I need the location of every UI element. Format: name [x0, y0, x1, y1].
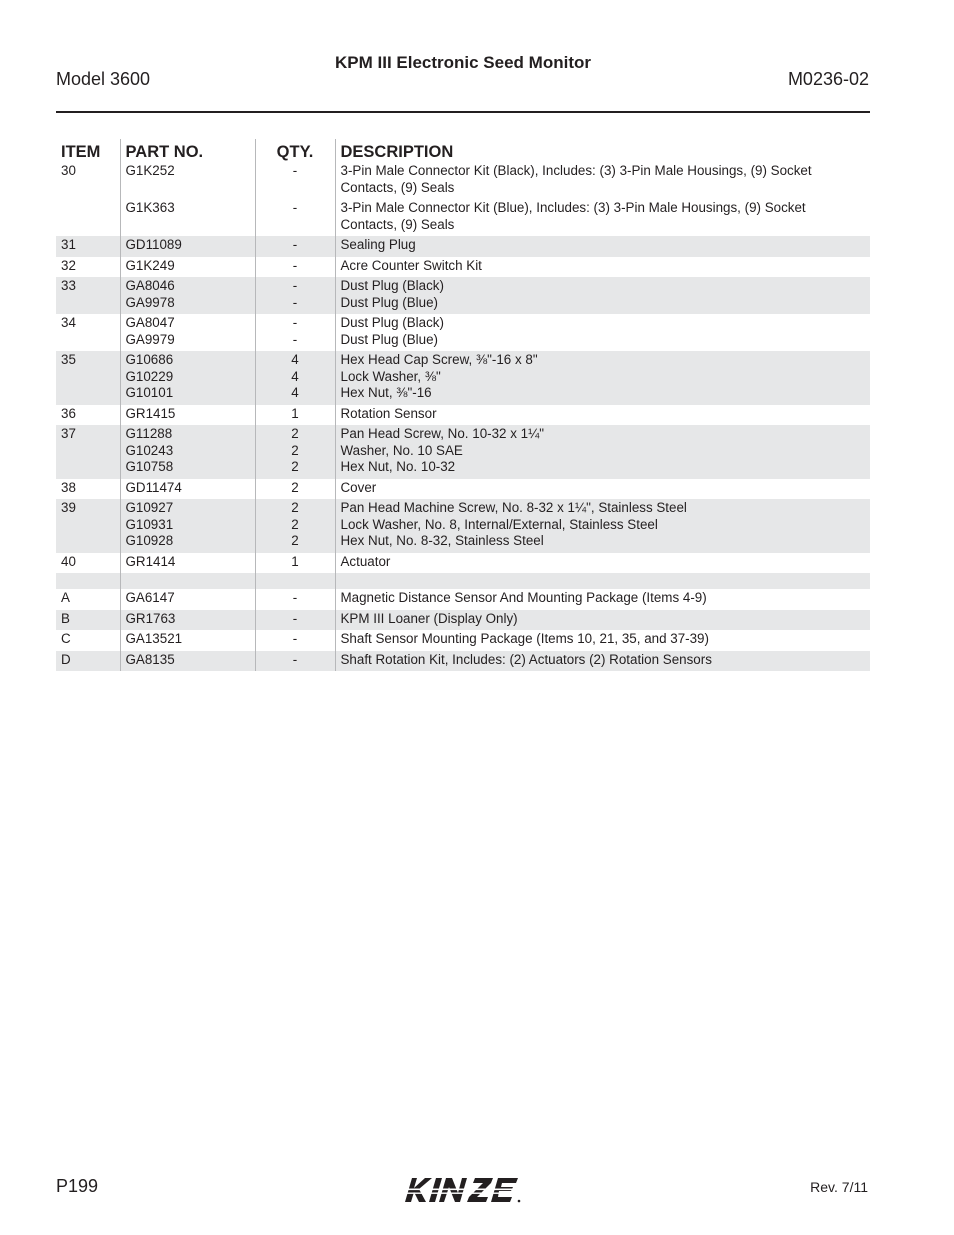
qty-cell [255, 257, 335, 278]
description-cell [335, 499, 870, 553]
description-cell [335, 589, 870, 610]
table-row [56, 199, 870, 236]
part-number: GA9978 [125, 294, 175, 310]
description-text: Hex Head Cap Screw, ⅜"-16 x 8" [340, 352, 538, 367]
description-text: 3-Pin Male Connector Kit (Blue), Includes: (3) 3-Pin Male Housings, (9) Socket Contacts, (9) Seals [340, 200, 806, 232]
quantity: 1 [291, 405, 299, 421]
description-text: Pan Head Machine Screw, No. 8-32 x 1¼", Stainless Steel [340, 500, 687, 515]
description-text: Dust Plug (Black) [340, 278, 444, 293]
item-cell [56, 199, 120, 236]
description-text: Rotation Sensor [340, 405, 437, 421]
description-text: Dust Plug (Black) [340, 315, 444, 330]
part-number: GA9979 [125, 331, 175, 347]
description-text: Hex Nut, No. 8-32, Stainless Steel [340, 533, 544, 548]
qty-cell [255, 651, 335, 672]
qty-cell [255, 630, 335, 651]
qty-cell [255, 277, 335, 314]
quantity: - [292, 651, 298, 667]
table-row [56, 405, 870, 426]
part-number: G1K363 [125, 200, 175, 215]
column-header-description: DESCRIPTION [335, 139, 870, 162]
page-title: KPM III Electronic Seed Monitor [335, 53, 591, 72]
qty-cell [255, 499, 335, 553]
qty-cell [255, 553, 335, 574]
part-number: G10229 [125, 368, 174, 384]
part-number: G10928 [125, 533, 174, 548]
part-no-cell [120, 314, 255, 351]
description-cell [335, 573, 870, 589]
part-number: G1K252 [125, 163, 175, 178]
quantity: 2 [291, 459, 299, 474]
column-header-item: ITEM [61, 143, 101, 161]
item-cell: 36 [61, 405, 76, 421]
description-cell [335, 651, 870, 672]
part-no-cell [120, 589, 255, 610]
part-number: GR1415 [125, 405, 176, 421]
quantity: 4 [291, 385, 299, 400]
part-number: GA8047 [125, 315, 175, 330]
item-cell: 40 [61, 553, 76, 569]
part-number: G10927 [125, 500, 174, 515]
part-number: GA8046 [125, 278, 175, 293]
quantity: 2 [291, 500, 299, 515]
description-cell [335, 351, 870, 405]
part-number: GR1414 [125, 553, 176, 569]
quantity: - [292, 315, 298, 330]
description-text: Lock Washer, ⅜" [340, 368, 441, 384]
part-number: G10101 [125, 385, 174, 400]
description-text: Hex Nut, ⅜"-16 [340, 385, 432, 400]
part-no-cell [120, 257, 255, 278]
qty-cell [255, 479, 335, 500]
description-text: Dust Plug (Blue) [340, 294, 438, 310]
quantity: - [292, 200, 298, 215]
table-row [56, 277, 870, 314]
qty-cell [255, 610, 335, 631]
item-cell: 33 [56, 277, 120, 314]
description-text: Dust Plug (Blue) [340, 331, 438, 347]
table-row [56, 589, 870, 610]
qty-cell [255, 199, 335, 236]
description-cell [335, 553, 870, 574]
part-number: G10243 [125, 442, 174, 458]
description-text: Acre Counter Switch Kit [340, 257, 482, 273]
quantity: 4 [291, 368, 299, 384]
description-text: Sealing Plug [340, 237, 416, 252]
item-cell: C [61, 631, 71, 646]
table-row [56, 479, 870, 500]
model-label: Model 3600 [56, 69, 151, 89]
qty-cell [255, 351, 335, 405]
table-row [56, 314, 870, 351]
part-number: GA13521 [125, 631, 183, 646]
description-text: Lock Washer, No. 8, Internal/External, Stainless Steel [340, 516, 658, 532]
item-cell: 35 [56, 351, 120, 405]
part-no-cell [120, 277, 255, 314]
table-row [56, 651, 870, 672]
qty-cell [255, 405, 335, 426]
qty-cell [255, 236, 335, 257]
part-no-cell [120, 479, 255, 500]
table-row [56, 553, 870, 574]
table-row [56, 610, 870, 631]
table-spacer-row [56, 573, 870, 589]
quantity: - [292, 257, 298, 273]
description-cell [335, 314, 870, 351]
item-cell: D [56, 651, 120, 672]
page-number: P199 [56, 1176, 99, 1196]
description-text: Cover [340, 479, 377, 495]
quantity: - [292, 331, 298, 347]
part-no-cell [120, 425, 255, 479]
part-no-cell [120, 499, 255, 553]
part-number: GD11474 [125, 479, 182, 495]
quantity: - [292, 631, 298, 646]
qty-cell [255, 162, 335, 199]
part-number: GD11089 [125, 237, 182, 252]
qty-cell [255, 589, 335, 610]
part-no-cell [120, 610, 255, 631]
qty-cell [255, 573, 335, 589]
description-cell [335, 405, 870, 426]
part-no-cell [120, 351, 255, 405]
qty-cell [255, 425, 335, 479]
quantity: - [292, 237, 298, 252]
quantity: - [292, 294, 298, 310]
description-text: Shaft Sensor Mounting Package (Items 10, 21, 35, and 37-39) [340, 631, 709, 646]
qty-cell [255, 314, 335, 351]
part-number: GA6147 [125, 590, 175, 605]
description-text: Hex Nut, No. 10-32 [340, 459, 456, 474]
quantity: 2 [291, 479, 299, 495]
table-header-row [56, 139, 870, 162]
table-row [56, 162, 870, 199]
description-cell [335, 162, 870, 199]
quantity: - [292, 278, 298, 293]
item-cell [56, 573, 120, 589]
part-no-cell [120, 573, 255, 589]
description-cell [335, 236, 870, 257]
part-no-cell [120, 651, 255, 672]
item-cell: B [56, 610, 120, 631]
item-cell: 32 [61, 257, 76, 273]
part-number: G10758 [125, 459, 174, 474]
table-row [56, 425, 870, 479]
part-number: G11288 [125, 426, 173, 441]
description-cell [335, 610, 870, 631]
quantity: 4 [291, 352, 299, 367]
quantity: - [292, 590, 298, 605]
table-row [56, 257, 870, 278]
description-cell [335, 630, 870, 651]
description-cell [335, 425, 870, 479]
description-text: KPM III Loaner (Display Only) [340, 610, 518, 626]
revision-date: Rev. 7/11 [810, 1179, 868, 1195]
description-cell [335, 479, 870, 500]
description-text: Shaft Rotation Kit, Includes: (2) Actuators (2) Rotation Sensors [340, 651, 712, 667]
column-header-qty: QTY. [255, 139, 335, 162]
parts-table-body [56, 162, 870, 671]
item-cell: 30 [61, 163, 76, 178]
parts-table [56, 139, 870, 671]
column-header-part-no: PART NO. [120, 139, 255, 162]
quantity: 2 [291, 533, 299, 548]
header-rule [56, 111, 870, 113]
part-no-cell [120, 630, 255, 651]
item-cell: 37 [56, 425, 120, 479]
quantity: - [292, 163, 298, 178]
item-cell: 38 [61, 479, 76, 495]
document-number: M0236-02 [787, 69, 869, 89]
description-cell [335, 257, 870, 278]
quantity: 1 [291, 553, 299, 569]
part-number: G10931 [125, 516, 174, 532]
quantity: 2 [291, 442, 299, 458]
quantity: 2 [291, 426, 299, 441]
description-cell [335, 277, 870, 314]
item-cell: 39 [56, 499, 120, 553]
table-row [56, 236, 870, 257]
table-row [56, 351, 870, 405]
part-number: GA8135 [125, 651, 175, 667]
description-text: 3-Pin Male Connector Kit (Black), Includes: (3) 3-Pin Male Housings, (9) Socket Contacts, (9) Seals [340, 163, 812, 195]
item-cell: A [61, 590, 70, 605]
part-no-cell [120, 236, 255, 257]
quantity: 2 [291, 516, 299, 532]
description-text: Pan Head Screw, No. 10-32 x 1¼" [340, 426, 544, 441]
part-number: G1K249 [125, 257, 175, 273]
kinze-logo [401, 1176, 523, 1204]
description-cell [335, 199, 870, 236]
part-no-cell [120, 162, 255, 199]
part-no-cell [120, 199, 255, 236]
part-number: G10686 [125, 352, 174, 367]
description-text: Washer, No. 10 SAE [340, 442, 463, 458]
item-cell: 31 [56, 236, 120, 257]
part-no-cell [120, 405, 255, 426]
table-row [56, 499, 870, 553]
description-text: Magnetic Distance Sensor And Mounting Package (Items 4-9) [340, 590, 707, 605]
item-cell: 34 [61, 315, 76, 330]
part-number: GR1763 [125, 610, 176, 626]
part-no-cell [120, 553, 255, 574]
table-row [56, 630, 870, 651]
quantity: - [292, 610, 298, 626]
description-text: Actuator [340, 553, 391, 569]
